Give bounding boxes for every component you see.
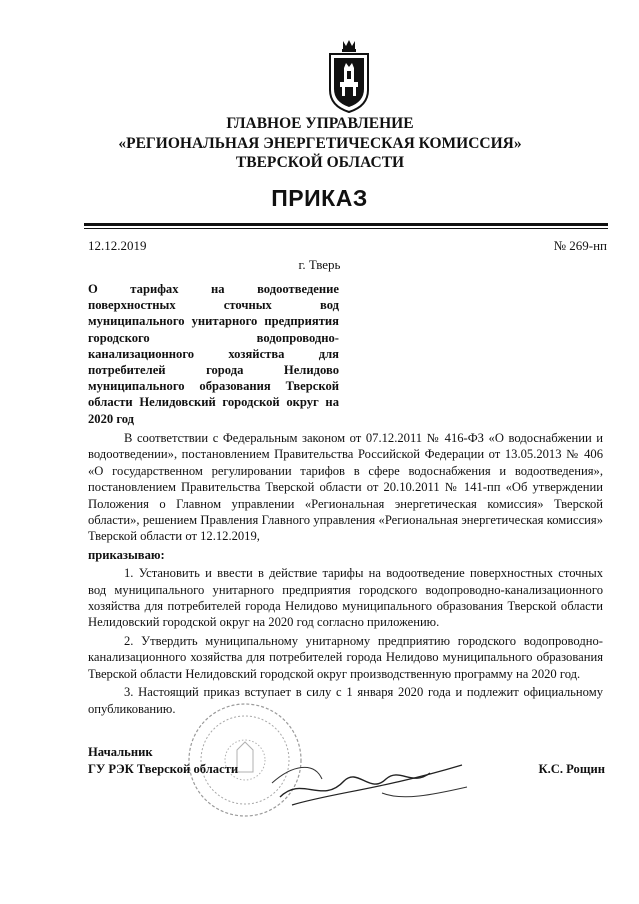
- preamble-paragraph: В соответствии с Федеральным законом от 07.12.2011 № 416-ФЗ «О водоснабжении и водоотведении», постановлением Правительства Российской Федерации от 13.05.2013 № 406 «О государственном регулировании тарифов в сфере водоснабжения и водоотведения», постановлением Правительства Тверской области от 20.10.2011 № 141-пп «Об утверждении Положения о Главном управлении «Региональная энергетическая комиссия» Тверской области», решением Правления Главного управления «Региональная энергетическая комиссия» Тверской области от 12.12.2019,: [88, 431, 603, 544]
- signatory-name: К.С. Рощин: [538, 762, 605, 776]
- header-divider-thick: [84, 223, 608, 226]
- signatory-title-line-1: Начальник: [88, 745, 153, 759]
- handwritten-signature-icon: [262, 735, 472, 820]
- org-name-line-2: «РЕГИОНАЛЬНАЯ ЭНЕРГЕТИЧЕСКАЯ КОМИССИЯ»: [118, 135, 522, 152]
- order-city: г. Тверь: [298, 257, 341, 272]
- document-type-title: ПРИКАЗ: [271, 185, 368, 211]
- tver-coat-of-arms-icon: [326, 38, 372, 114]
- org-name-line-1: ГЛАВНОЕ УПРАВЛЕНИЕ: [226, 115, 414, 132]
- order-number: № 269-нп: [553, 238, 607, 253]
- header-divider-thin: [84, 228, 608, 229]
- order-item-2: 2. Утвердить муниципальному унитарному предприятию городского водопроводно-канализационного хозяйства для потребителей города Нелидово муниципального образования Тверской области Нелидовский городской округ производственную программу на 2020 год.: [88, 633, 603, 681]
- order-item-3: 3. Настоящий приказ вступает в силу с 1 января 2020 года и подлежит официальному опубликованию.: [88, 685, 603, 716]
- signatory-title-line-2: ГУ РЭК Тверской области: [88, 762, 239, 776]
- order-item-1: 1. Установить и ввести в действие тарифы на водоотведение поверхностных сточных вод муниципального унитарного предприятия городского водопроводно-канализационного хозяйства для потребителей города Нелидово муниципального образования Тверской области Нелидовский городской округ на 2020 год согласно приложению.: [88, 566, 603, 630]
- org-name-line-3: ТВЕРСКОЙ ОБЛАСТИ: [235, 154, 405, 171]
- order-word: приказываю:: [88, 547, 165, 562]
- order-body: [88, 430, 603, 719]
- order-subject: О тарифах на водоотведение поверхностных сточных вод муниципального унитарного предприятия городского водопроводно-канализационного хозяйства для потребителей города Нелидово муниципального образования Тверской области Нелидовский городской округ на 2020 год: [88, 282, 339, 426]
- order-date: 12.12.2019: [88, 238, 147, 253]
